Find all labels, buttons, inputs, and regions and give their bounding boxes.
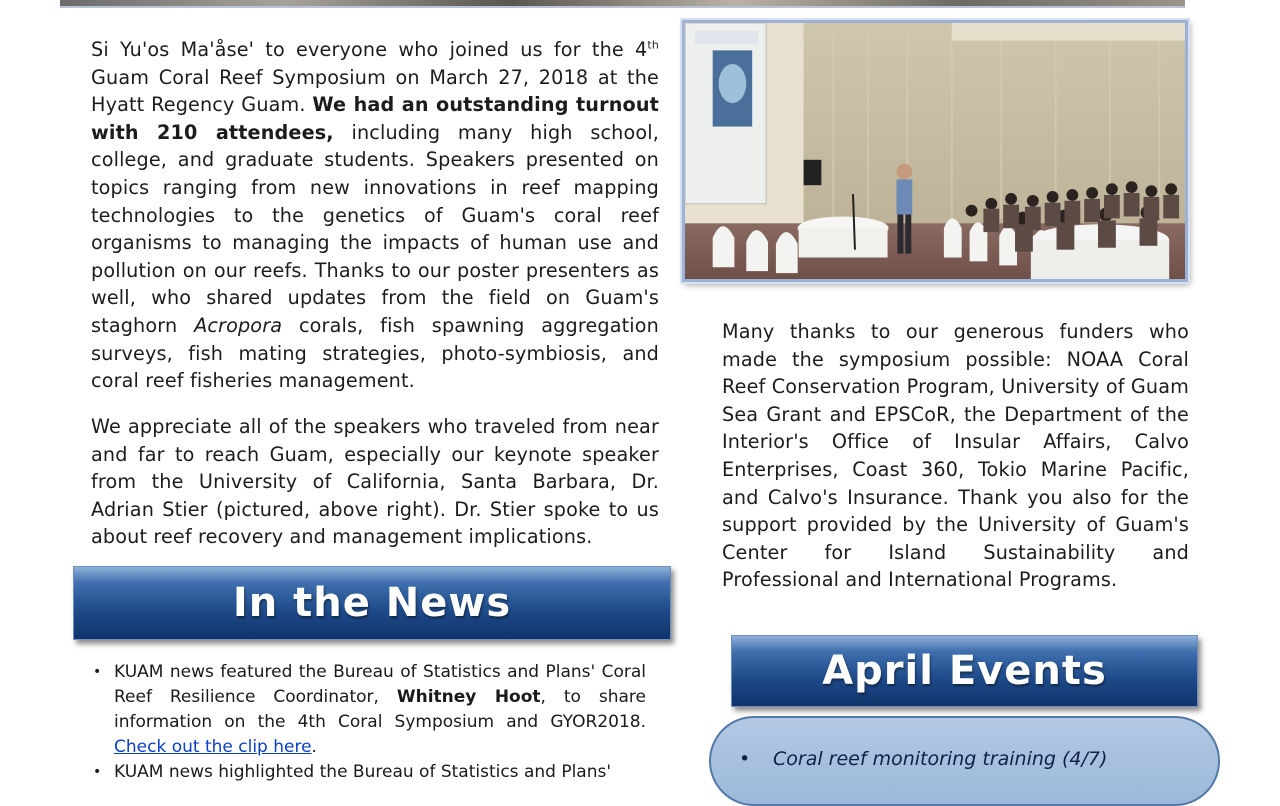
p1-text-1: Si Yu'os Ma'åse' to everyone who joined us for the 4: [91, 38, 648, 61]
in-the-news-banner: [73, 566, 671, 640]
p1-superscript: th: [647, 38, 659, 52]
news-item-text: KUAM news highlighted the Bureau of Statistics and Plans': [114, 762, 612, 782]
p1-text-4: corals, fish spawning aggregation surveys, fish mating strategies, photo-symbiosis, and coral reef fisheries management.: [91, 313, 659, 393]
news-item-end: .: [311, 737, 317, 757]
funders-paragraph: Many thanks to our generous funders who made the symposium possible: NOAA Coral Reef Conservation Program, University of Guam Sea Grant and EPSCoR, the Department of the Interior's Office of Insular Affairs, Calvo Enterprises, Coast 360, Tokio Marine Pacific, and Calvo's Insurance. Thank you also for the support provided by the University of Guam's Center for Island Sustainability and Professional and International Programs.: [722, 320, 1189, 592]
april-events-box: [709, 716, 1220, 806]
top-photo-strip: [60, 0, 1185, 8]
bullet-icon: •: [739, 748, 751, 770]
bullet-icon: •: [93, 764, 102, 780]
april-events-heading: April Events: [822, 648, 1107, 694]
event-item: [739, 748, 1218, 770]
p1-text-2: Guam Coral Reef Symposium on March 27, 2018 at the Hyatt Regency Guam.: [91, 65, 659, 117]
p1-italic-acropora: Acropora: [194, 313, 283, 337]
in-the-news-heading: In the News: [232, 580, 512, 626]
april-events-banner: [731, 635, 1198, 707]
symposium-thanks-paragraph: [91, 36, 659, 395]
news-item-text-after: , to share information on the 4th Coral Symposium and GYOR2018.: [114, 687, 647, 732]
bullet-icon: •: [93, 664, 102, 680]
events-list: [711, 718, 1218, 770]
news-item-bold-name: Whitney Hoot: [396, 687, 541, 707]
p1-bold-turnout: We had an outstanding turnout with 210 attendees,: [91, 93, 659, 144]
symposium-photo-illustration: [685, 23, 1185, 279]
p1-text-3: including many high school, college, and graduate students. Speakers presented on topics ranging from new innovations in reef mapping technologies to the genetics of Guam's coral reef organisms to managing the impacts of human use and pollution on our reefs. Thanks to our poster presenters as well, who shared updates from the field on Guam's staghorn: [91, 120, 659, 337]
clip-link[interactable]: Check out the clip here: [114, 737, 312, 757]
speakers-paragraph: We appreciate all of the speakers who traveled from near and far to reach Guam, especially our keynote speaker from the University of California, Santa Barbara, Dr. Adrian Stier (pictured, above right). Dr. Stier spoke to us about reef recovery and management implications.: [91, 415, 659, 549]
event-item-label: Coral reef monitoring training (4/7): [773, 748, 1108, 770]
news-item-text: KUAM news featured the Bureau of Statistics and Plans' Coral Reef Resilience Coordinator,: [114, 662, 646, 707]
news-item-kuam-highlight: [91, 760, 646, 785]
news-item-kuam-hoot: [91, 660, 646, 760]
news-list: [91, 660, 646, 785]
symposium-photo: [682, 20, 1188, 282]
